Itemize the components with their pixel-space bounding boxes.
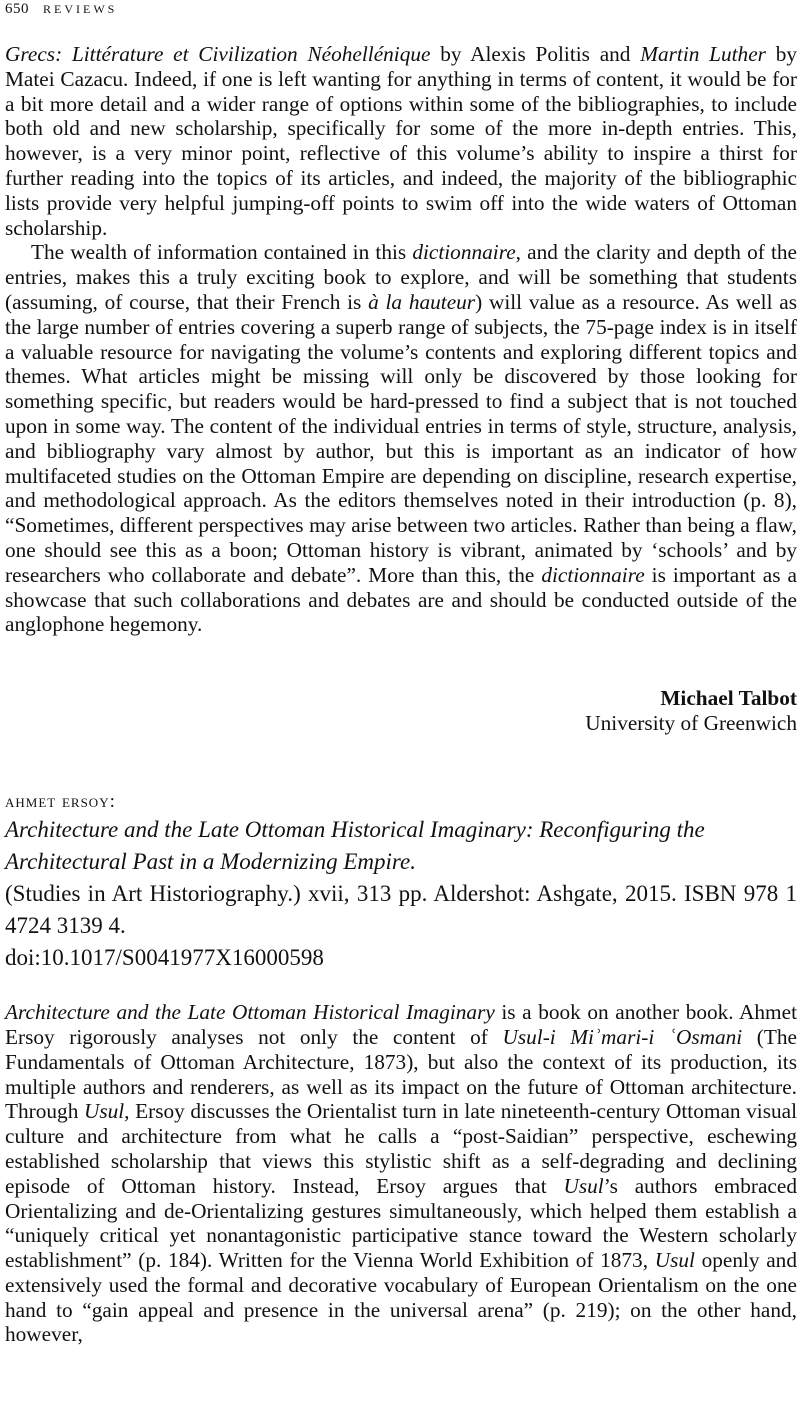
italic-term: à la hauteur — [368, 289, 476, 314]
italic-title: Martin Luther — [640, 42, 766, 66]
italic-term: dictionnaire — [412, 240, 516, 265]
text-span: , and the clarity and depth of the entries, makes this a truly exciting book to explore, and will be something that students (assuming, of course, that their French is — [5, 240, 797, 314]
book-doi: doi:10.1017/S0041977X16000598 — [5, 945, 324, 971]
text-span: The wealth of information contained in this — [31, 240, 413, 265]
text-span: openly and extensively used the formal and decorative vocabulary of European Orientalism on the one hand to “gain appeal and presence in the universal arena” (p. 219); on the other hand, however, — [5, 1248, 797, 1347]
italic-title: Grecs: Littérature et Civilization Néohellénique — [5, 42, 431, 66]
text-span: (The Fundamentals of Ottoman Architecture, 1873), but also the context of its production, its multiple authors and renderers, as well as its impact on the future of Ottoman architecture. Through — [5, 1024, 797, 1124]
italic-title: Usul, — [83, 1099, 130, 1124]
page-number: 650 — [5, 1, 29, 17]
reviewer-affiliation: University of Greenwich — [585, 711, 797, 736]
review-paragraph — [5, 1000, 797, 1347]
running-head — [5, 0, 797, 26]
document-page — [5, 0, 797, 1347]
text-span: by Matei Cazacu. Indeed, if one is left wanting for anything in terms of content, it would be for a bit more detail and a wider range of options within some of the bibliographies, to include both old and new scholarship, specifically for some of the more in-depth entries. This, however, is a very minor point, reflective of this volume’s ability to inspire a thirst for further reading into the topics of its articles, and indeed, the majority of the bibliographic lists provide very helpful jumping-off points to swim off into the wide waters of Ottoman scholarship. — [5, 42, 797, 240]
running-head-title: REVIEWS — [43, 2, 118, 16]
book-author: ahmet ersoy: — [5, 791, 116, 813]
book-title: Architecture and the Late Ottoman Historical Imaginary: Reconfiguring the Architectural Past in a Modernizing Empire. — [5, 817, 705, 875]
italic-title: Usul-i Miʾmari-i ʿOsmani — [502, 1024, 743, 1049]
book-details: (Studies in Art Historiography.) xvii, 313 pp. Aldershot: Ashgate, 2015. ISBN 978 1 4724 3139 4. — [5, 881, 797, 939]
text-span: is important as a showcase that such collaborations and debates are and should be conducted outside of the anglophone hegemony. — [5, 562, 797, 637]
paragraph — [5, 240, 797, 637]
italic-title: Usul — [563, 1173, 604, 1198]
reviewer-signature — [5, 686, 797, 736]
italic-title: Usul — [654, 1248, 695, 1273]
text-span: ’s authors embraced Orientalizing and de-Orientalizing gestures simultaneously, which helped them establish a “uniquely critical yet nonantagonistic participative stance toward the Western scholarly establishment” (p. 184). Written for the Vienna World Exhibition of 1873, — [5, 1173, 797, 1273]
text-span: by Alexis Politis and — [430, 42, 641, 66]
italic-term: dictionnaire — [541, 562, 645, 587]
italic-title: Architecture and the Late Ottoman Historical Imaginary — [5, 1000, 495, 1025]
reviewer-name: Michael Talbot — [660, 686, 797, 711]
text-span: Ersoy discusses the Orientalist turn in late nineteenth-century Ottoman visual culture and architecture from what he calls a “post-Saidian” perspective, eschewing established scholarship that views this stylistic shift as a self-degrading and declining episode of Ottoman history. Instead, Ersoy argues that — [5, 1099, 798, 1198]
text-span: is a book on another book. Ahmet Ersoy rigorously analyses not only the content of — [5, 1000, 797, 1049]
paragraph-continued — [5, 42, 797, 240]
text-span: ) will value as a resource. As well as the large number of entries covering a superb range of subjects, the 75-page index is in itself a valuable resource for navigating the volume’s contents and exploring different topics and themes. What articles might be missing will only be discovered by those looking for something specific, but readers would be hard-pressed to find a subject that is not touched upon in some way. The content of the individual entries in terms of style, structure, analysis, and bibliography vary almost by author, but this is important as an indicator of how multifaceted studies on the Ottoman Empire are depending on discipline, research expertise, and methodological approach. As the editors themselves noted in their introduction (p. 8), “Sometimes, different perspectives may arise between two articles. Rather than being a flaw, one should see this as a boon; Ottoman history is vibrant, animated by ‘schools’ and by researchers who collaborate and debate”. More than this, the — [5, 289, 798, 587]
book-header — [5, 790, 797, 974]
